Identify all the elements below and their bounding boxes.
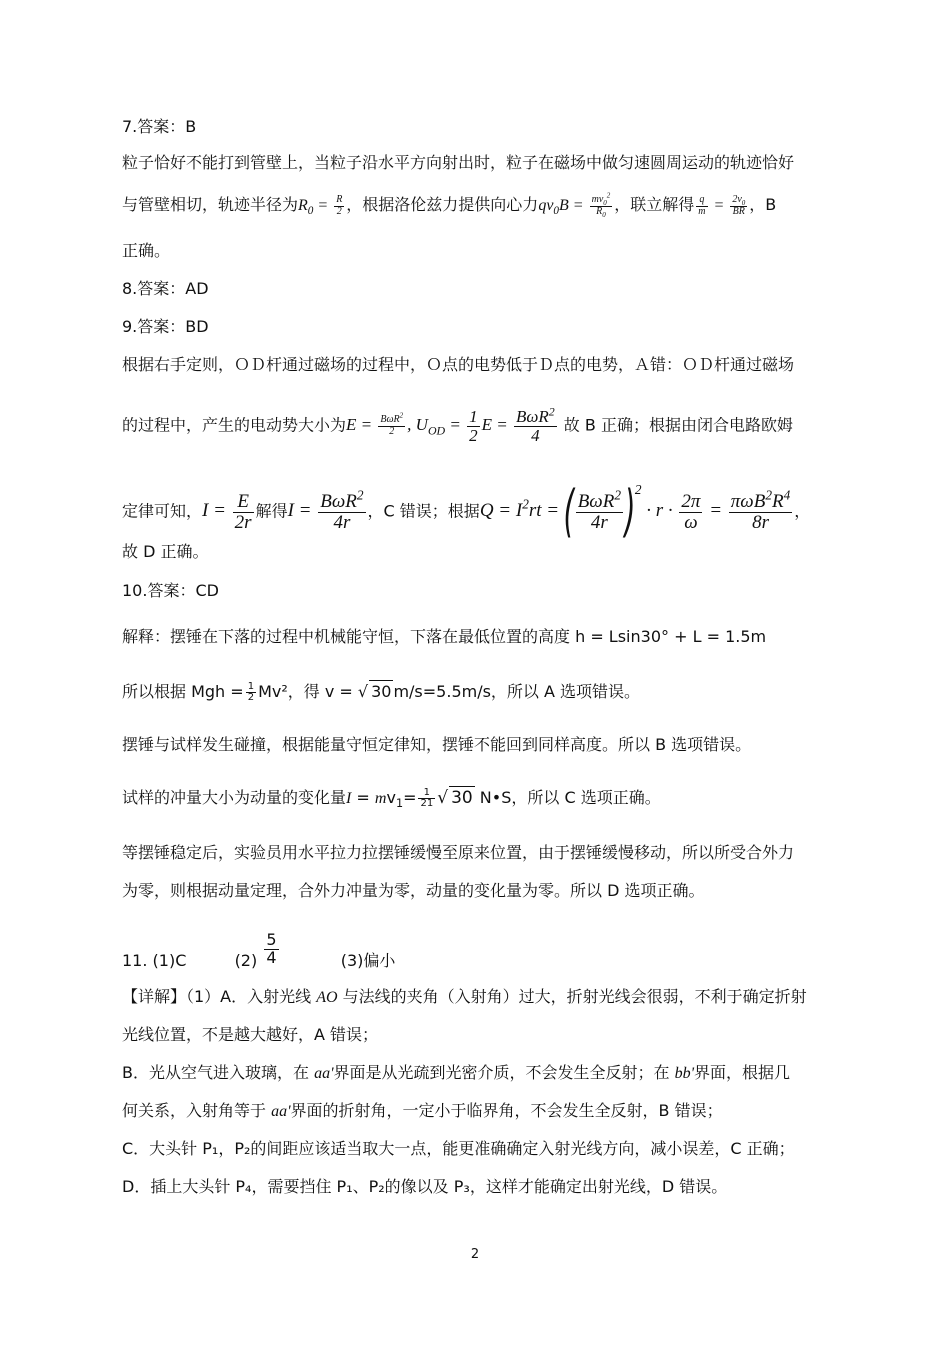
formula-current-result: I = $\frac{B\omega R^2}{4r}$	[287, 487, 364, 533]
fraction-one-half: $\frac{1}{2}$	[247, 680, 255, 703]
q10-line-1: 解释：摆锤在下落的过程中机械能守恒，下落在最低位置的高度 h = Lsin30° + L = 1.5m	[122, 627, 767, 646]
page-number: 2	[470, 1247, 480, 1262]
q11-answers: 11. (1)C (2) $\frac{5}{4}$ (3)偏小	[122, 930, 396, 970]
q9-line-4: 故 D 正确。	[122, 542, 209, 561]
q11-detail-5: C．大头针 P₁，P₂的间距应该适当取大一点，能更准确确定入射光线方向，减小误差，C 正确；	[122, 1139, 795, 1158]
formula-heat: $Q = I^2rt$ = ( $\frac{B\omega R^2}{4r}$ )$^2$ · r · $\frac{2\pi}{\omega}$ = $\frac{\pi\omega B^2R^4}{8r}$	[479, 479, 791, 544]
q11-detail-2: 光线位置，不是越大越好，A 错误；	[122, 1025, 379, 1044]
q9-line-3: 定律可知，I = $\frac{E}{2r}$ 解得I = $\frac{B\omega R^2}{4r}$ ，C 错误；根据$Q = I^2rt$ = ( $\frac{B\omega R^2}{4r}$ )$^2$ · r · $\frac{2\pi}{\omega}$ = $\frac{\pi\omega B^2R^4}{8r}$ ，	[122, 479, 811, 544]
formula-lorentz: $qv_0B$ = $\frac{mv_0^2}{R_0}$	[538, 192, 611, 219]
q7-line-2: 与管壁相切，轨迹半径为$R_0$ = $\frac{R}{2}$ ，根据洛伦兹力提供向心力$qv_0B$ = $\frac{mv_0^2}{R_0}$ ，联立解得 $\frac{q}{m}$ = $\frac{2v_0}{BR}$ ，B	[122, 192, 777, 219]
q11-detail-3: B．光从空气进入玻璃，在 aa'界面是从光疏到光密介质，不会发生全反射；在 bb'界面，根据几	[122, 1063, 791, 1082]
formula-emf: E = $\frac{B\omega R^2}{2}$ , $U_{OD}$ = $\frac{1}{2}$ E = $\frac{B\omega R^2}{4}$	[346, 404, 555, 445]
q10-line-6: 为零，则根据动量定理，合外力冲量为零，动量的变化量为零。所以 D 选项正确。	[122, 881, 705, 900]
q11-detail-4: 何关系，入射角等于 aa'界面的折射角，一定小于临界角，不会发生全反射，B 错误；	[122, 1101, 723, 1120]
q10-line-2: 所以根据 Mgh = $\frac{1}{2}$ Mv²，得 v = √ 30 m/s=5.5m/s，所以 A 选项错误。	[122, 680, 641, 703]
q10-line-3: 摆锤与试样发生碰撞，根据能量守恒定律知，摆锤不能回到同样高度。所以 B 选项错误。	[122, 735, 752, 754]
q9-line-1: 根据右手定则，ＯＤ杆通过磁场的过程中，Ｏ点的电势低于Ｄ点的电势，Ａ错：ＯＤ杆通过磁场	[122, 355, 795, 374]
formula-radius: $R_0$ = $\frac{R}{2}$	[298, 194, 343, 218]
q8-answer: 8.答案：AD	[122, 279, 209, 298]
fraction-five-fourths: $\frac{5}{4}$	[266, 930, 277, 967]
q11-detail-6: D．插上大头针 P₄，需要挡住 P₁、P₂的像以及 P₃，这样才能确定出射光线，D 错误。	[122, 1177, 728, 1196]
formula-impulse: I	[346, 790, 352, 807]
q7-answer: 7.答案：B	[122, 117, 197, 136]
q7-line-3: 正确。	[122, 241, 171, 260]
q9-answer: 9.答案：BD	[122, 317, 209, 336]
q11-detail-1: 【详解】（1）A．入射光线 AO 与法线的夹角（入射角）过大，折射光线会很弱，不利于确定折射	[122, 987, 807, 1006]
q10-line-4: 试样的冲量大小为动量的变化量$I = mv_1=$ $\frac{1}{21}$ √ 30 N•S，所以 C 选项正确。	[122, 786, 661, 811]
sqrt-thirty: 30	[371, 682, 392, 701]
q10-line-5: 等摆锤稳定后，实验员用水平拉力拉摆锤缓慢至原来位置，由于摆锤缓慢移动，所以所受合外力	[122, 843, 795, 862]
formula-current: I = $\frac{E}{2r}$	[202, 490, 252, 533]
formula-charge-ratio: $\frac{q}{m}$ = $\frac{2v_0}{BR}$	[698, 194, 746, 217]
q7-line-1: 粒子恰好不能打到管壁上，当粒子沿水平方向射出时，粒子在磁场中做匀速圆周运动的轨迹恰好	[122, 153, 795, 172]
q9-line-2: 的过程中，产生的电动势大小为E = $\frac{B\omega R^2}{2}$ , $U_{OD}$ = $\frac{1}{2}$ E = $\frac{B\omega R^2}{4}$ 故 B 正确；根据由闭合电路欧姆	[122, 404, 793, 445]
q10-answer: 10.答案：CD	[122, 581, 219, 600]
